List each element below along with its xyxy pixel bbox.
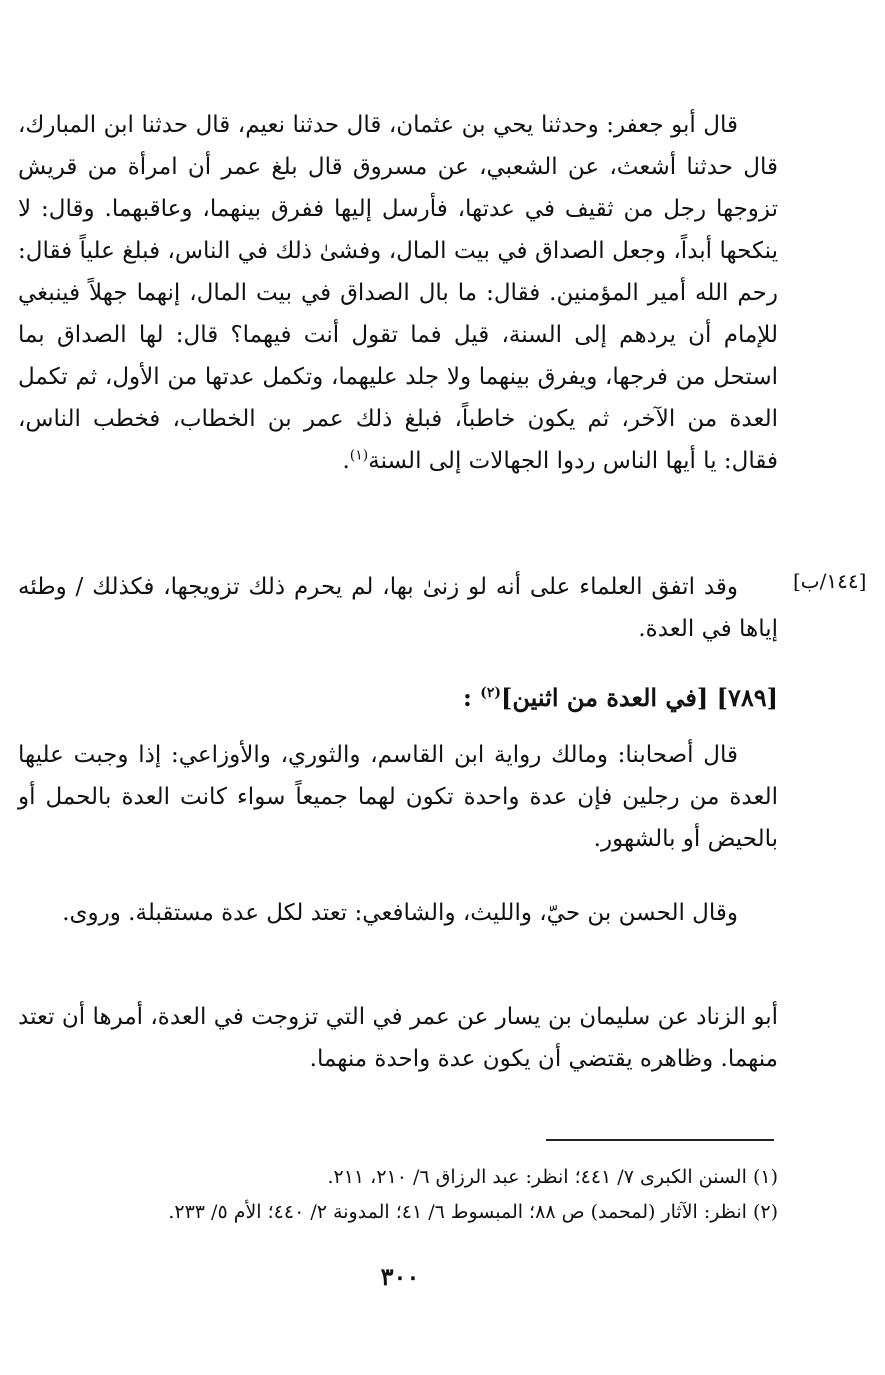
footnotes: [18, 1160, 778, 1230]
page-number: ٣٠٠: [380, 1262, 420, 1291]
paragraph-abu-zinad: [18, 996, 778, 1080]
paragraph-scholars-agreement: [18, 566, 778, 650]
section-title: [في العدة من اثنين]: [501, 683, 709, 712]
margin-folio-note: [١٤٤/ب]: [793, 569, 867, 593]
section-colon: :: [463, 683, 472, 712]
footnote-ref-2: (٢): [480, 685, 502, 701]
footnote-marker: (١): [752, 1166, 778, 1188]
paragraph-1-text: قال أبو جعفر: وحدثنا يحي بن عثمان، قال حدثنا نعيم، قال حدثنا ابن المبارك، قال حدثنا أشعث، عن الشعبي، عن مسروق قال بلغ عمر أن امرأة من قريش تزوجها رجل من ثقيف في عدتها، فأرسل إليها ففرق بينهما، وعاقبهما. وقال: لا ينكحها أبداً، وجعل الصداق في بيت المال، وفشىٰ ذلك في الناس، فبلغ علياً فقال: رحم الله أمير المؤمنين. فقال: ما بال الصداق في بيت المال، إنهما جهلاً فينبغي للإمام أن يردهم إلى السنة، قيل فما تقول أنت فيهما؟ قال: لها الصداق بما استحل من فرجها، ويفرق بينهما ولا جلد عليهما، وتكمل عدتها من الأول، ثم تكمل العدة من الآخر، ثم يكون خاطباً، فبلغ ذلك عمر بن الخطاب، فخطب الناس، فقال: يا أيها الناس ردوا الجهالات إلى السنة: [18, 112, 778, 474]
section-number: [٧٨٩]: [716, 683, 778, 712]
paragraph-hasan-opinion: [18, 892, 778, 934]
paragraph-3-text: قال أصحابنا: ومالك رواية ابن القاسم، والثوري، والأوزاعي: إذا وجبت عليها العدة من رجلين فإن عدة واحدة تكون لهما جميعاً سواء كانت العدة بالحمل أو بالحيض أو بالشهور.: [18, 742, 778, 852]
footnote-text: السنن الكبرى ٧/ ٤٤١؛ انظر: عبد الرزاق ٦/ ٢١٠، ٢١١.: [327, 1166, 747, 1188]
section-heading: [18, 676, 778, 720]
footnote-divider: [546, 1139, 774, 1141]
paragraph-2-text: وقد اتفق العلماء على أنه لو زنىٰ بها، لم يحرم ذلك تزويجها، فكذلك / وطئه إياها في العدة.: [18, 574, 778, 642]
paragraph-5-text: أبو الزناد عن سليمان بن يسار عن عمر في التي تزوجت في العدة، أمرها أن تعتد منهما. وظاهره يقتضي أن يكون عدة واحدة منهما.: [18, 1004, 778, 1072]
footnote-item: [18, 1160, 778, 1195]
footnote-item: [18, 1195, 778, 1230]
footnote-ref-1: (١): [349, 447, 369, 464]
footnote-marker: (٢): [752, 1201, 778, 1223]
paragraph-4-text: وقال الحسن بن حيّ، والليث، والشافعي: تعتد لكل عدة مستقبلة. وروى.: [62, 900, 738, 926]
paragraph-our-companions: [18, 734, 778, 860]
footnote-text: انظر: الآثار (لمحمد) ص ٨٨؛ المبسوط ٦/ ٤١؛ المدونة ٢/ ٤٤٠؛ الأم ٥/ ٢٣٣.: [168, 1201, 747, 1223]
paragraph-hadith-narration: قال أبو جعفر: وحدثنا يحي بن عثمان، قال حدثنا نعيم، قال حدثنا ابن المبارك، قال حدثنا أشعث، عن الشعبي، عن مسروق قال بلغ عمر أن امرأة من قريش تزوجها رجل من ثقيف في عدتها، فأرسل إليها ففرق بينهما، وعاقبهما. وقال: لا ينكحها أبداً، وجعل الصداق في بيت المال، وفشىٰ ذلك في الناس، فبلغ علياً فقال: رحم الله أمير المؤمنين. فقال: ما بال الصداق في بيت المال، إنهما جهلاً فينبغي للإمام أن يردهم إلى السنة، قيل فما تقول أنت فيهما؟ قال: لها الصداق بما استحل من فرجها، ويفرق بينهما ولا جلد عليهما، وتكمل عدتها من الأول، ثم تكمل العدة من الآخر، ثم يكون خاطباً، فبلغ ذلك عمر بن الخطاب، فخطب الناس، فقال: يا أيها الناس ردوا الجهالات إلى السنة$^{(١)}$.: [18, 112, 778, 474]
